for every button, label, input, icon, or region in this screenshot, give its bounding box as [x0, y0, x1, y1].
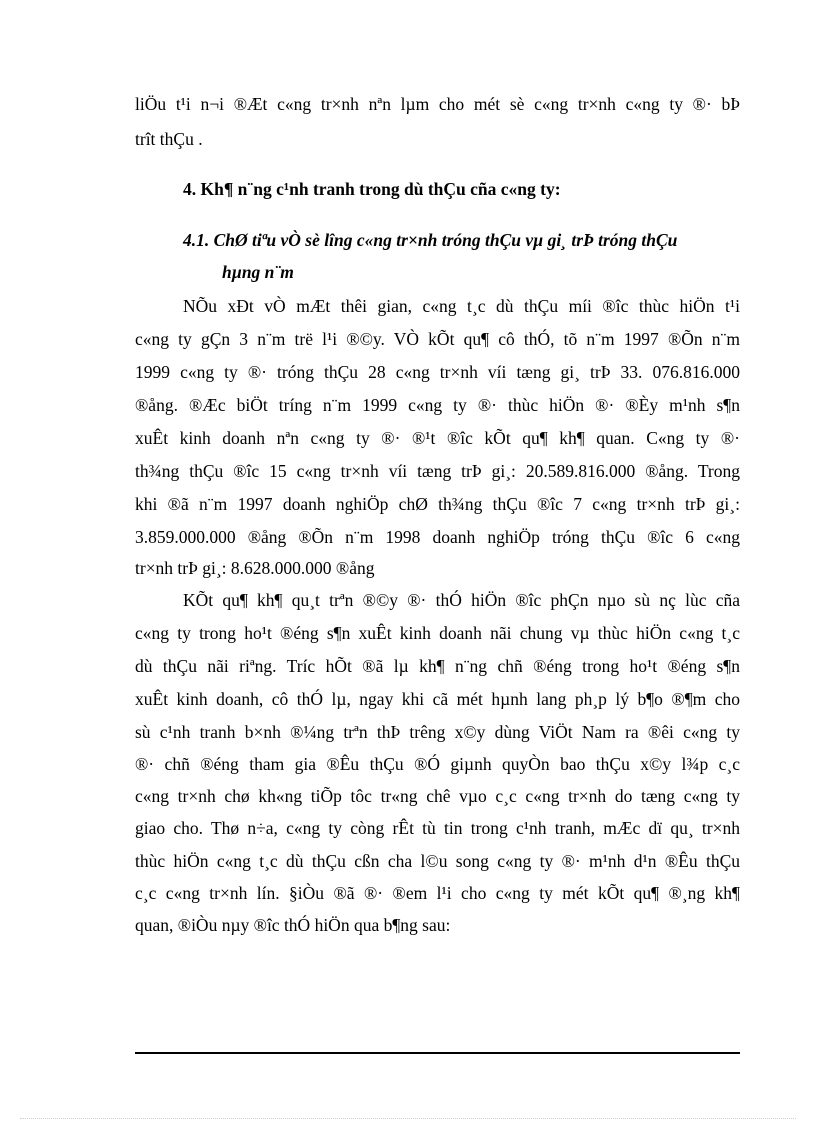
paragraph-2-line: giao cho. Thø n÷a, c«ng ty còng rÊt tù tin trong c¹nh tranh, mÆc dï qu¸ tr×nh: [135, 818, 740, 838]
paragraph-1-line: c«ng ty gÇn 3 n¨m trë l¹i ®©y. VÒ kÕt qu¶ cô thÓ, tõ n¨m 1997 ®Õn n¨m: [135, 329, 740, 349]
paragraph-1-line: xuÊt kinh doanh nªn c«ng ty ®· ®¹t ®îc kÕt qu¶ kh¶ quan. C«ng ty ®·: [135, 428, 740, 448]
paragraph-top-line: trît thÇu .: [135, 129, 203, 149]
paragraph-2-line: KÕt qu¶ kh¶ qu¸t trªn ®©y ®· thÓ hiÖn ®îc phÇn nµo sù nç lùc cña: [183, 590, 740, 610]
footer-rule: [135, 1052, 740, 1054]
paragraph-2-line: dù thÇu nãi riªng. Tríc hÕt ®ã lµ kh¶ n¨ng chñ ®éng trong ho¹t ®éng s¶n: [135, 656, 740, 676]
paragraph-2-line: quan, ®iÒu nµy ®îc thÓ hiÖn qua b¶ng sau:: [135, 915, 451, 935]
paragraph-2-line: c«ng tr×nh chø kh«ng tiÕp tôc tr«ng chê vµo c¸c c«ng tr×nh do tæng c«ng ty: [135, 786, 740, 806]
section-heading-4-1-cont: hµng n¨m: [222, 262, 294, 282]
section-heading-4-1: 4.1. ChØ tiªu vÒ sè lîng c«ng tr×nh tróng thÇu vµ gi¸ trÞ tróng thÇu: [183, 230, 678, 250]
paragraph-top-line: liÖu t¹i n¬i ®Æt c«ng tr×nh nªn lµm cho mét sè c«ng tr×nh c«ng ty ®· bÞ: [135, 94, 740, 114]
paragraph-1-line: 3.859.000.000 ®ång ®Õn n¨m 1998 doanh nghiÖp tróng thÇu ®îc 6 c«ng: [135, 527, 740, 547]
paragraph-2-line: thùc hiÖn c«ng t¸c dù thÇu cßn cha l©u song c«ng ty ®· m¹nh d¹n ®Êu thÇu: [135, 851, 740, 871]
paragraph-2-line: c«ng ty trong ho¹t ®éng s¶n xuÊt kinh doanh nãi chung vµ thùc hiÖn c«ng t¸c: [135, 623, 740, 643]
paragraph-2-line: ®· chñ ®éng tham gia ®Êu thÇu ®Ó giµnh quyÒn bao thÇu x©y l¾p c¸c: [135, 754, 740, 774]
paragraph-2-line: c¸c c«ng tr×nh lín. §iÒu ®ã ®· ®em l¹i cho c«ng ty mét kÕt qu¶ ®¸ng kh¶: [135, 883, 740, 903]
paragraph-1-line: ®ång. ®Æc biÖt tríng n¨m 1999 c«ng ty ®· thùc hiÖn ®· ®Èy m¹nh s¶n: [135, 395, 740, 415]
paragraph-1-line: 1999 c«ng ty ®· tróng thÇu 28 c«ng tr×nh víi tæng gi¸ trÞ 33. 076.816.000: [135, 362, 740, 382]
paragraph-1-line: th¾ng thÇu ®îc 15 c«ng tr×nh víi tæng trÞ gi¸: 20.589.816.000 ®ång. Trong: [135, 461, 740, 481]
page-bottom-border: [20, 1118, 796, 1119]
paragraph-2-line: xuÊt kinh doanh, cô thÓ lµ, ngay khi cã mét hµnh lang ph¸p lý b¶o ®¶m cho: [135, 689, 740, 709]
paragraph-1-line: khi ®ã n¨m 1997 doanh nghiÖp chØ th¾ng thÇu ®îc 7 c«ng tr×nh trÞ gi¸:: [135, 494, 740, 514]
paragraph-1-line: NÕu xÐt vÒ mÆt thêi gian, c«ng t¸c dù thÇu míi ®îc thùc hiÖn t¹i: [183, 296, 740, 316]
paragraph-2-line: sù c¹nh tranh b×nh ®¼ng trªn thÞ trêng x©y dùng ViÖt Nam ra ®êi c«ng ty: [135, 722, 740, 742]
section-heading-4: 4. Kh¶ n¨ng c¹nh tranh trong dù thÇu cña c«ng ty:: [183, 179, 561, 199]
paragraph-1-line: tr×nh trÞ gi¸: 8.628.000.000 ®ång: [135, 558, 375, 578]
